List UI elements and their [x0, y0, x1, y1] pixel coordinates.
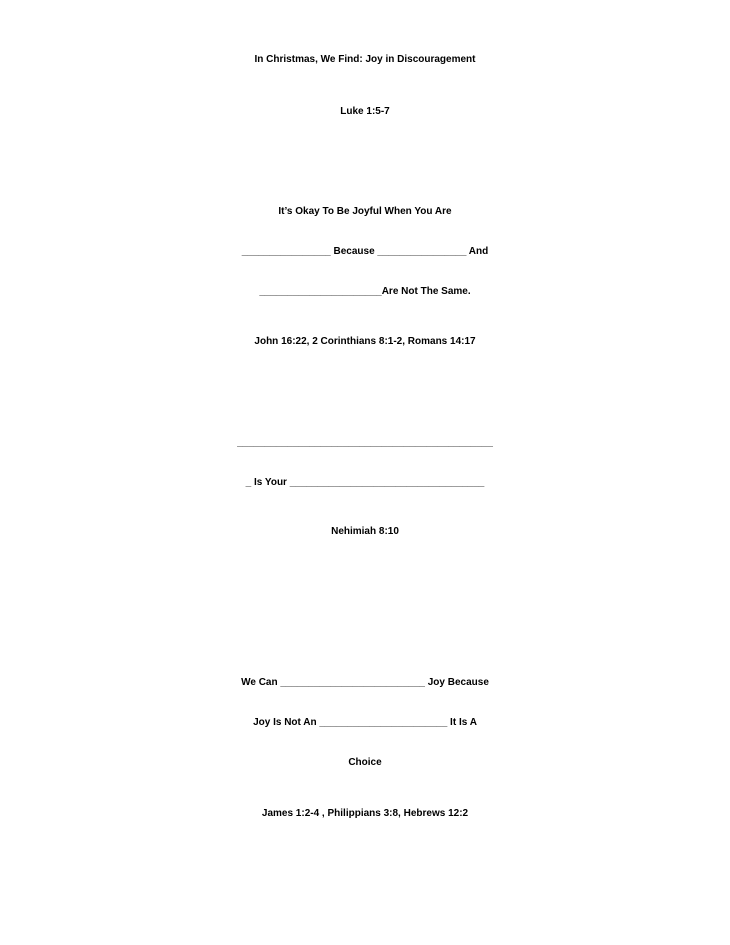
section1-line2: ________________ Because ________________ And: [241, 246, 489, 257]
section1-line1: It’s Okay To Be Joyful When You Are: [278, 206, 452, 217]
section3-references: James 1:2-4 , Philippians 3:8, Hebrews 12:2: [261, 808, 469, 819]
section2-reference: Nehimiah 8:10: [331, 526, 399, 537]
section2-line1: ______________________________________________: [237, 437, 493, 448]
scripture-reference: Luke 1:5-7: [340, 106, 390, 117]
page-title: In Christmas, We Find: Joy in Discouragement: [254, 54, 476, 65]
section2-line2: _ Is Your ___________________________________: [245, 477, 485, 488]
section3-line3: Choice: [348, 757, 382, 768]
section1-line3: ______________________Are Not The Same.: [259, 286, 471, 297]
section1-references: John 16:22, 2 Corinthians 8:1-2, Romans 14:17: [254, 336, 476, 347]
section3-line1: We Can __________________________ Joy Because: [241, 677, 489, 688]
section3-line2: Joy Is Not An _______________________ It Is A: [253, 717, 477, 728]
